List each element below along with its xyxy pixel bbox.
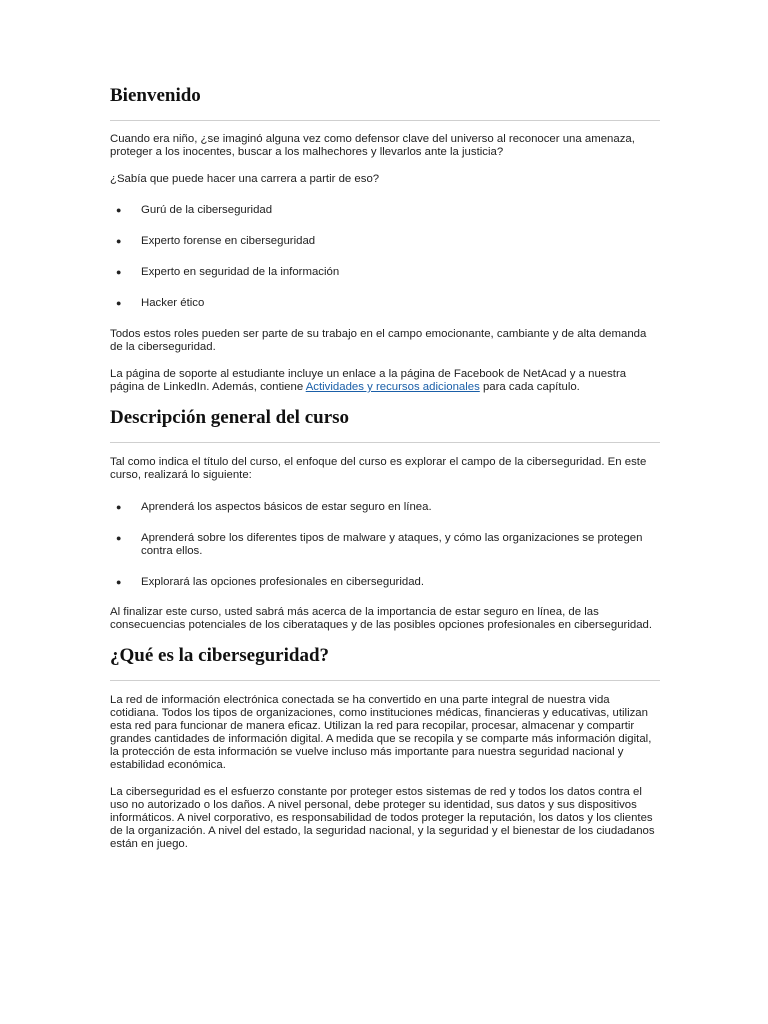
section-paragraph: Todos estos roles pueden ser parte de su trabajo en el campo emocionante, cambiante y de alta demanda de la ciberseguridad.: [110, 328, 647, 353]
section-heading: Bienvenido: [110, 84, 660, 121]
list-item-text: Explorará las opciones profesionales en ciberseguridad.: [141, 576, 425, 588]
support-text-end: para cada capítulo.: [479, 381, 580, 393]
list-item-text: Aprenderá sobre los diferentes tipos de malware y ataques, y cómo las organizaciones se protegen contra ellos.: [141, 532, 643, 557]
bullet-icon: ●: [116, 205, 122, 215]
list-item: [110, 576, 660, 589]
bullet-icon: ●: [116, 236, 122, 246]
objectives-list: [110, 501, 660, 589]
support-paragraph: [110, 368, 660, 394]
section-paragraph: La ciberseguridad es el esfuerzo constante por proteger estos sistemas de red y todos los datos contra el uso no autorizado o los daños. A nivel personal, debe proteger su identidad, sus datos y sus dispositivos informáticos. A nivel corporativo, es responsabilidad de todos proteger la reputación, los datos y los clientes de la organización. A nivel del estado, la seguridad nacional, y la seguridad y el bienestar de los ciudadanos están en juego.: [110, 786, 655, 850]
section-paragraph: Al finalizar este curso, usted sabrá más acerca de la importancia de estar seguro en línea, de las consecuencias potenciales de los ciberataques y de las posibles opciones profesionales en ciberseguridad.: [110, 606, 653, 631]
section-paragraph: ¿Sabía que puede hacer una carrera a partir de eso?: [110, 173, 380, 185]
support-text: La página de soporte al estudiante incluye un enlace a la página de Facebook de NetAcad y a nuestra página de LinkedIn. Además, contiene: [110, 368, 627, 393]
section-bienvenido: [110, 84, 660, 394]
bullet-icon: ●: [116, 577, 122, 587]
section-what-is-cybersecurity: [110, 644, 660, 851]
list-item: [110, 297, 660, 310]
section-heading: ¿Qué es la ciberseguridad?: [110, 644, 660, 681]
additional-resources-link[interactable]: Actividades y recursos adicionales: [305, 381, 480, 393]
section-heading: Descripción general del curso: [110, 406, 660, 443]
list-item-text: Experto en seguridad de la información: [141, 266, 340, 278]
list-item: [110, 235, 660, 248]
section-paragraph: Tal como indica el título del curso, el enfoque del curso es explorar el campo de la ciberseguridad. En este curso, realizará lo siguiente:: [110, 456, 647, 481]
list-item-text: Gurú de la ciberseguridad: [141, 204, 273, 216]
list-item: [110, 532, 660, 558]
list-item-text: Aprenderá los aspectos básicos de estar seguro en línea.: [141, 501, 432, 513]
list-item-text: Hacker ético: [141, 297, 205, 309]
section-paragraph: La red de información electrónica conectada se ha convertido en una parte integral de nuestra vida cotidiana. Todos los tipos de organizaciones, como instituciones médicas, financieras y educativas, utilizan esta red para funcionar de manera eficaz. Utilizan la red para recopilar, procesar, almacenar y compartir grandes cantidades de información digital. A medida que se recopila y se comparte más información digital, la protección de esta información se vuelve incluso más importante para nuestra seguridad nacional y estabilidad económica.: [110, 694, 652, 771]
section-paragraph: Cuando era niño, ¿se imaginó alguna vez como defensor clave del universo al reconocer una amenaza, proteger a los inocentes, buscar a los malhechores y llevarlos ante la justicia?: [110, 133, 635, 158]
list-item: [110, 204, 660, 217]
bullet-icon: ●: [116, 533, 122, 543]
document-content: [110, 84, 660, 851]
list-item: [110, 501, 660, 514]
bullet-icon: ●: [116, 298, 122, 308]
bullet-icon: ●: [116, 502, 122, 512]
career-list: [110, 204, 660, 310]
list-item-text: Experto forense en ciberseguridad: [141, 235, 316, 247]
bullet-icon: ●: [116, 267, 122, 277]
section-course-overview: [110, 406, 660, 632]
list-item: [110, 266, 660, 279]
